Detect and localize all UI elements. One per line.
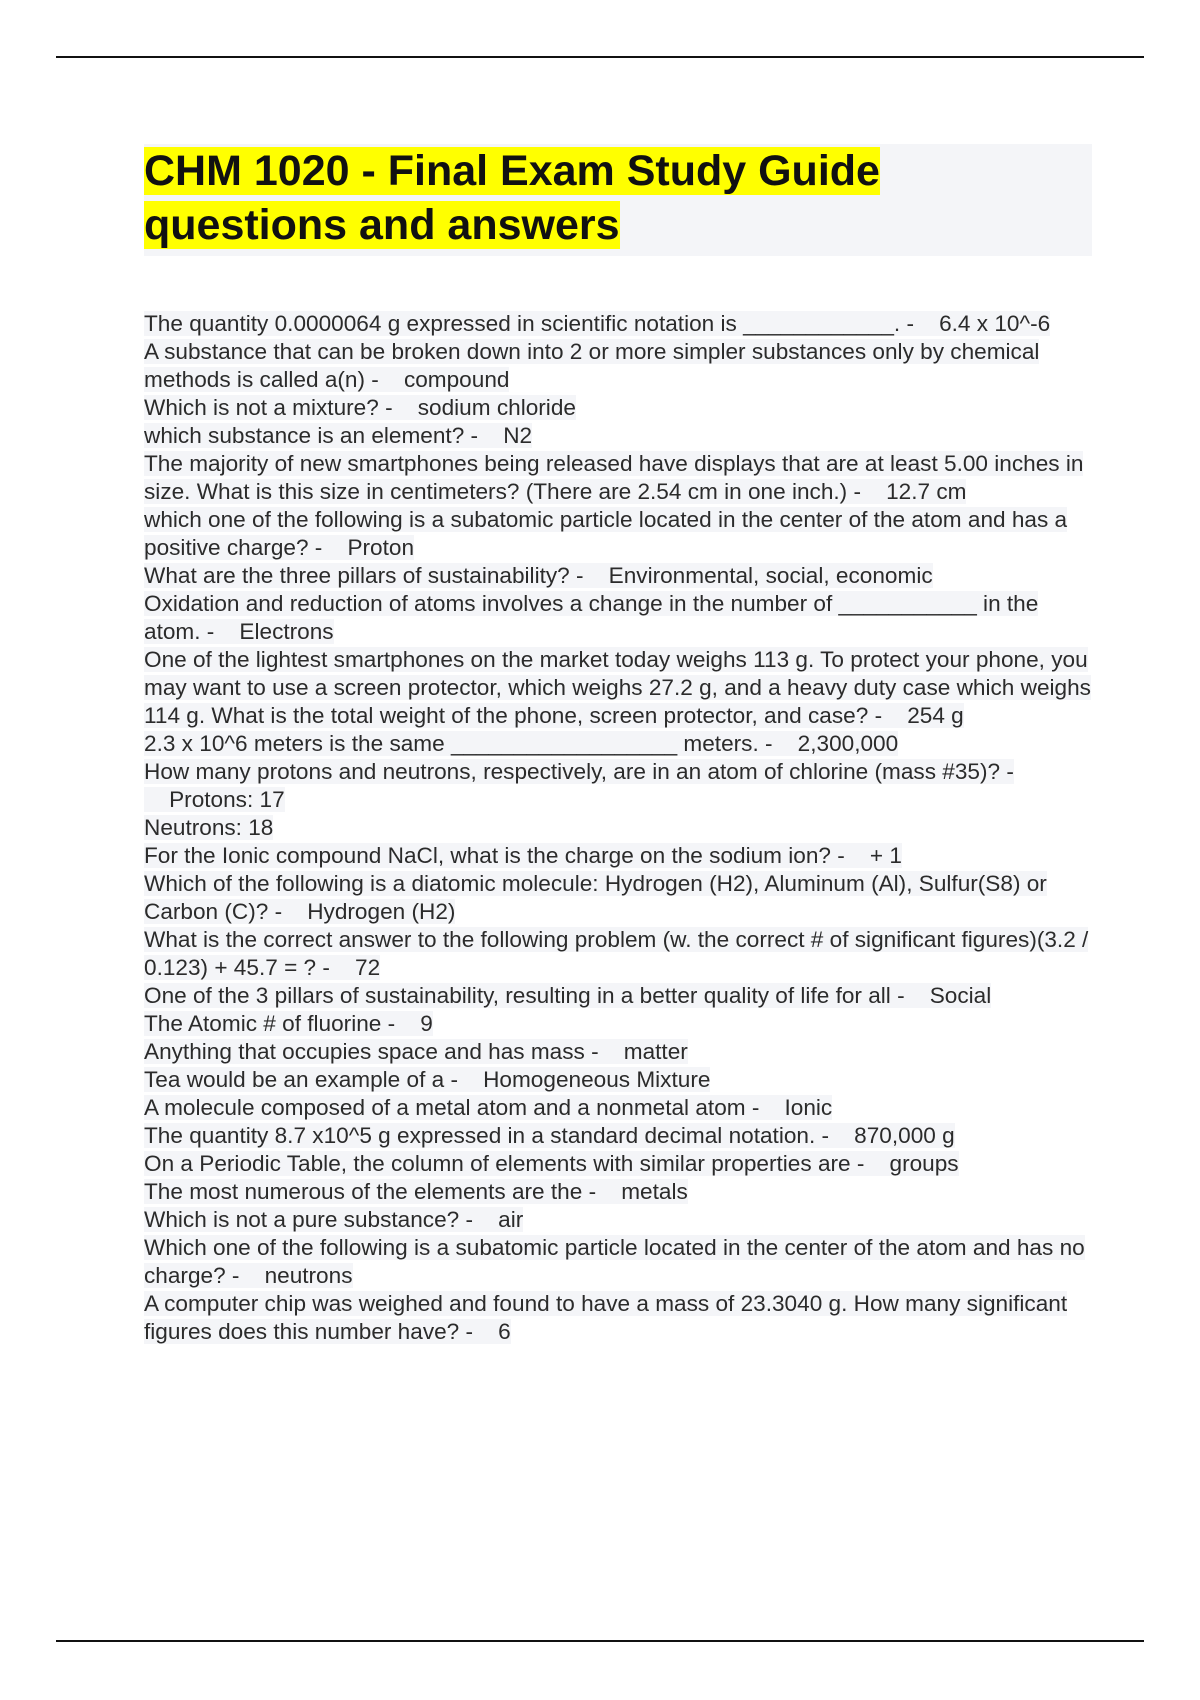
question-text: Oxidation and reduction of atoms involves a change in the number of ___________ in the atom. - [144, 591, 1039, 644]
question-text: The quantity 8.7 x10^5 g expressed in a standard decimal notation. - [144, 1123, 830, 1148]
top-rule [56, 56, 1144, 58]
qa-item [144, 562, 1094, 590]
title-line-1: CHM 1020 - Final Exam Study Guide [144, 147, 880, 195]
answer-text: Electrons [239, 619, 334, 644]
answer-text: air [498, 1207, 524, 1232]
answer-text: compound [403, 367, 510, 392]
question-text: Which is not a mixture? - [144, 395, 393, 420]
qa-item [144, 758, 1094, 842]
title-line-2: questions and answers [144, 201, 620, 249]
qa-item [144, 1094, 1094, 1122]
answer-text: 12.7 cm [886, 479, 967, 504]
question-text: On a Periodic Table, the column of elements with similar properties are - [144, 1151, 865, 1176]
qa-item [144, 1234, 1094, 1290]
qa-item [144, 590, 1094, 646]
qa-item [144, 394, 1094, 422]
answer-text: Environmental, social, economic [608, 563, 933, 588]
qa-item [144, 1010, 1094, 1038]
qa-item [144, 1038, 1094, 1066]
qa-item [144, 338, 1094, 394]
answer-text: Proton [347, 535, 415, 560]
answer-text: Hydrogen (H2) [307, 899, 456, 924]
question-text: which substance is an element? - [144, 423, 479, 448]
question-text: The quantity 0.0000064 g expressed in scientific notation is ____________. - [144, 311, 914, 336]
answer-text: matter [623, 1039, 688, 1064]
qa-item [144, 730, 1094, 758]
question-text: A computer chip was weighed and found to have a mass of 23.3040 g. How many significant figures does this number have? - [144, 1291, 1068, 1344]
answer-text: 6 [498, 1319, 511, 1344]
question-text: The majority of new smartphones being released have displays that are at least 5.00 inches in size. What is this size in centimeters? (There are 2.54 cm in one inch.) - [144, 451, 1084, 504]
qa-item [144, 1150, 1094, 1178]
question-text: Tea would be an example of a - [144, 1067, 458, 1092]
answer-text: + 1 [869, 843, 902, 868]
qa-item [144, 1206, 1094, 1234]
answer-text: 870,000 g [854, 1123, 955, 1148]
qa-list [144, 310, 1094, 1346]
answer-text: Social [929, 983, 992, 1008]
answer-text: groups [889, 1151, 959, 1176]
question-text: 2.3 x 10^6 meters is the same __________________ meters. - [144, 731, 773, 756]
answer-text: Neutrons: 18 [144, 815, 274, 840]
answer-text: 72 [355, 955, 381, 980]
answer-text: 254 g [907, 703, 964, 728]
question-text: What are the three pillars of sustainability? - [144, 563, 584, 588]
qa-item [144, 506, 1094, 562]
answer-text: Protons: 17 [169, 787, 285, 812]
bottom-rule [56, 1640, 1144, 1642]
question-text: A substance that can be broken down into 2 or more simpler substances only by chemical methods is called a(n) - [144, 339, 1040, 392]
qa-item [144, 310, 1094, 338]
answer-text: 6.4 x 10^-6 [939, 311, 1051, 336]
answer-text: neutrons [264, 1263, 353, 1288]
question-text: Which one of the following is a subatomic particle located in the center of the atom and has no charge? - [144, 1235, 1085, 1288]
question-text: How many protons and neutrons, respectively, are in an atom of chlorine (mass #35)? - [144, 759, 1014, 784]
answer-text: Ionic [784, 1095, 833, 1120]
title-block [144, 144, 1092, 256]
question-text: Anything that occupies space and has mass - [144, 1039, 599, 1064]
answer-text: metals [621, 1179, 688, 1204]
answer-text: Homogeneous Mixture [483, 1067, 711, 1092]
qa-item [144, 926, 1094, 982]
question-text: One of the 3 pillars of sustainability, resulting in a better quality of life for all - [144, 983, 905, 1008]
question-text: Which is not a pure substance? - [144, 1207, 474, 1232]
qa-item [144, 1122, 1094, 1150]
qa-item [144, 1178, 1094, 1206]
question-text: The Atomic # of fluorine - [144, 1011, 396, 1036]
question-text: For the Ionic compound NaCl, what is the charge on the sodium ion? - [144, 843, 845, 868]
question-text: One of the lightest smartphones on the market today weighs 113 g. To protect your phone, you may want to use a screen protector, which weighs 27.2 g, and a heavy duty case which weighs 114 g. What is the total weight of the phone, screen protector, and case? - [144, 647, 1091, 728]
qa-item [144, 842, 1094, 870]
qa-item [144, 450, 1094, 506]
answer-text: sodium chloride [417, 395, 576, 420]
qa-item [144, 1066, 1094, 1094]
question-text: The most numerous of the elements are the - [144, 1179, 597, 1204]
question-text: which one of the following is a subatomic particle located in the center of the atom and has a positive charge? - [144, 507, 1068, 560]
answer-text: 2,300,000 [797, 731, 899, 756]
answer-text: N2 [503, 423, 533, 448]
qa-item [144, 646, 1094, 730]
qa-item [144, 870, 1094, 926]
question-text: Which of the following is a diatomic molecule: Hydrogen (H2), Aluminum (Al), Sulfur(S8) or Carbon (C)? - [144, 871, 1047, 924]
question-text: What is the correct answer to the following problem (w. the correct # of significant figures)(3.2 / 0.123) + 45.7 = ? - [144, 927, 1089, 980]
qa-item [144, 1290, 1094, 1346]
qa-item [144, 982, 1094, 1010]
document-title [144, 144, 1092, 252]
question-text: A molecule composed of a metal atom and a nonmetal atom - [144, 1095, 760, 1120]
qa-item [144, 422, 1094, 450]
answer-text: 9 [420, 1011, 433, 1036]
